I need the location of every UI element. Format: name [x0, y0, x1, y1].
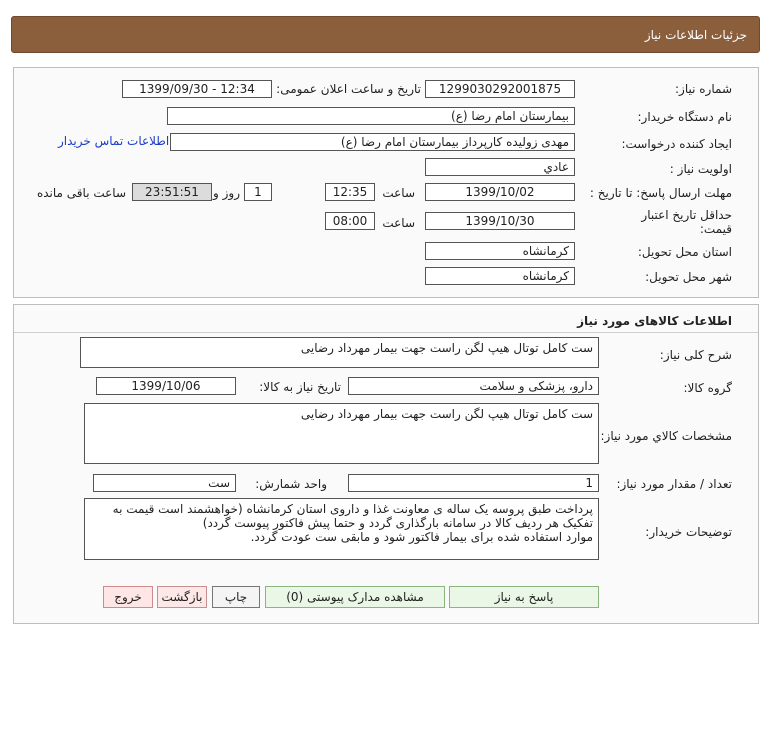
buyer-org-field: بیمارستان امام رضا (ع)	[167, 107, 575, 125]
remaining-time-field: 23:51:51	[132, 183, 212, 201]
section-divider	[14, 332, 758, 333]
deadline-time-label: ساعت	[382, 186, 415, 200]
goods-spec-field: ست کامل توتال هیپ لگن راست جهت بیمار مهرداد رضایی	[84, 403, 599, 464]
general-desc-label: شرح کلی نیاز:	[659, 348, 732, 362]
buyer-contact-link[interactable]: اطلاعات تماس خریدار	[58, 134, 170, 148]
page-header	[11, 16, 760, 53]
quantity-label: تعداد / مقدار مورد نیاز:	[616, 477, 732, 491]
delivery-province-label: استان محل تحویل:	[637, 245, 732, 259]
delivery-city-label: شهر محل تحویل:	[645, 270, 732, 284]
deadline-label: مهلت ارسال پاسخ: تا تاریخ :	[589, 186, 732, 200]
goods-section-title: اطلاعات کالاهای مورد نیاز	[577, 314, 732, 328]
validity-time-field: 08:00	[325, 212, 375, 230]
announce-datetime-label: تاریخ و ساعت اعلان عمومی:	[276, 82, 421, 96]
page-title: جزئیات اطلاعات نیاز	[644, 28, 747, 42]
validity-time-label: ساعت	[382, 216, 415, 230]
delivery-city-field: کرمانشاه	[425, 267, 575, 285]
announce-datetime-field: 1399/09/30 - 12:34	[122, 80, 272, 98]
unit-label: واحد شمارش:	[255, 477, 327, 491]
buyer-notes-field: پرداخت طبق پروسه یک ساله ی معاونت غذا و داروی استان کرمانشاه (خواهشمند است قیمت به تفکیک هر ردیف کالا در سامانه بارگذاری گردد و حتما پیش فاکتور پیوست گردد) موارد استفاده شده برای بیمار فاکتور شود و مابقی ست عودت گردد.	[84, 498, 599, 560]
days-label: روز و	[213, 186, 240, 200]
remaining-time-label: ساعت باقی مانده	[36, 186, 126, 200]
need-number-label: شماره نیاز:	[675, 82, 732, 96]
print-button[interactable]: چاپ	[212, 586, 260, 608]
quantity-field: 1	[348, 474, 599, 492]
price-validity-label: حداقل تاریخ اعتبار قیمت:	[641, 208, 732, 236]
remaining-days-field: 1	[244, 183, 272, 201]
exit-button[interactable]: خروج	[103, 586, 153, 608]
need-date-field: 1399/10/06	[96, 377, 236, 395]
requester-label: ایجاد کننده درخواست:	[621, 137, 732, 151]
general-desc-field: ست کامل توتال هیپ لگن راست جهت بیمار مهرداد رضایی	[80, 337, 599, 368]
deadline-time-field: 12:35	[325, 183, 375, 201]
view-attachments-button[interactable]: مشاهده مدارک پیوستی (0)	[265, 586, 445, 608]
unit-field: ست	[93, 474, 236, 492]
priority-field: عادي	[425, 158, 575, 176]
need-number-field: 1299030292001875	[425, 80, 575, 98]
need-date-label: تاریخ نیاز به کالا:	[259, 380, 341, 394]
goods-group-label: گروه کالا:	[683, 381, 732, 395]
validity-date-field: 1399/10/30	[425, 212, 575, 230]
need-details-panel	[13, 67, 759, 298]
requester-field: مهدی زولیده کارپرداز بیمارستان امام رضا (ع)	[170, 133, 575, 151]
buyer-org-label: نام دستگاه خریدار:	[637, 110, 732, 124]
back-button[interactable]: بازگشت	[157, 586, 207, 608]
delivery-province-field: کرمانشاه	[425, 242, 575, 260]
goods-group-field: دارو، پزشکی و سلامت	[348, 377, 599, 395]
reply-button[interactable]: پاسخ به نیاز	[449, 586, 599, 608]
deadline-date-field: 1399/10/02	[425, 183, 575, 201]
goods-spec-label: مشخصات کالاي مورد نیاز:	[600, 429, 732, 443]
buyer-notes-label: توضیحات خریدار:	[645, 525, 732, 539]
priority-label: اولویت نیاز :	[669, 162, 732, 176]
